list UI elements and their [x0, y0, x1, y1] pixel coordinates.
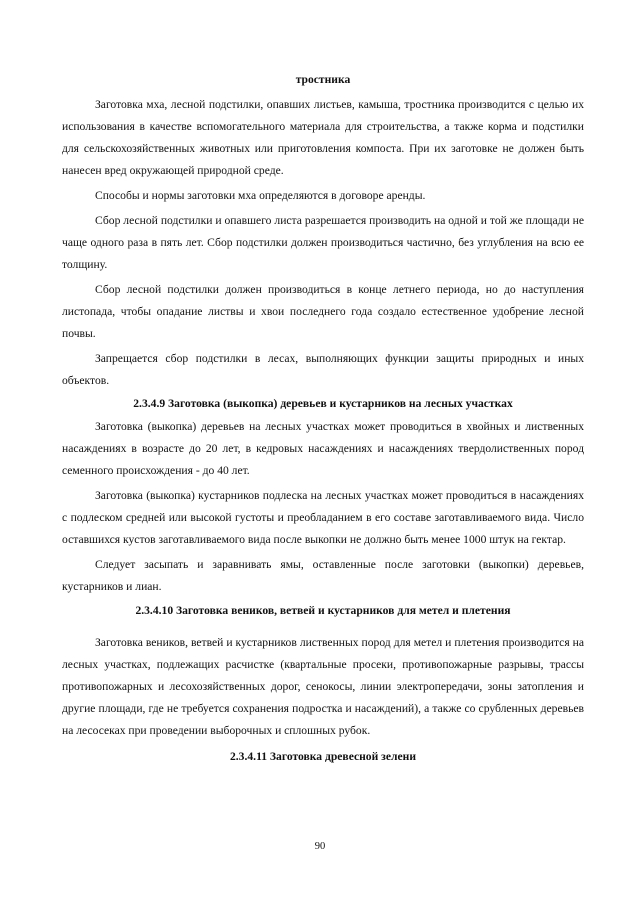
paragraph-brooms-harvesting: Заготовка веников, ветвей и кустарников лиственных пород для метел и плетения производится на лесных участках, подлежащих расчистке (квартальные просеки, противопожарные разрывы, трассы противопожарных и лесохозяйственных дорог, сенокосы, линии электропередачи, зоны затопления и другие площади, где не требуется сохранения подростка и насаждений), а также со срубленных деревьев на лесосеках при проведении выборочных и сплошных рубок. [62, 636, 584, 737]
page-content [62, 71, 584, 766]
paragraph-shrubs-digging: Заготовка (выкопка) кустарников подлеска на лесных участках может проводиться в насаждениях с подлеском средней или высокой густоты и преобладанием в его составе заготавливаемого вида. Число оставшихся кустов заготавливаемого вида после выкопки не должно быть менее 1000 штук на гектар. [62, 489, 584, 546]
paragraph-moss-purpose: Заготовка мха, лесной подстилки, опавших листьев, камыша, тростника производится с целью их использования в качестве вспомогательного материала для строительства, а также корма и подстилки для сельскохозяйственных животных или приготовления компоста. При их заготовке не должен быть нанесен вред окружающей природной среде. [62, 98, 584, 177]
paragraph-moss-norms: Способы и нормы заготовки мха определяются в договоре аренды. [95, 189, 426, 202]
section-heading-reed: тростника [295, 73, 351, 86]
paragraph-litter-frequency: Сбор лесной подстилки и опавшего листа разрешается производить на одной и той же площади не чаще одного раза в пять лет. Сбор подстилки должен производиться частично, без углубления на всю ее толщину. [62, 214, 584, 271]
section-heading-2349: 2.3.4.9 Заготовка (выкопка) деревьев и кустарников на лесных участках [133, 397, 513, 410]
paragraph-litter-timing: Сбор лесной подстилки должен производиться в конце летнего периода, но до наступления листопада, чтобы опадание листвы и хвои последнего года создало естественное удобрение лесной почвы. [62, 283, 584, 340]
page-number: 90 [314, 841, 326, 852]
section-heading-23411: 2.3.4.11 Заготовка древесной зелени [229, 750, 416, 763]
paragraph-trees-digging: Заготовка (выкопка) деревьев на лесных участках может проводиться в хвойных и лиственных насаждениях в возрасте до 20 лет, в кедровых насаждениях и насаждениях твердолиственных пород семенного происхождения - до 40 лет. [62, 420, 584, 477]
section-heading-23410: 2.3.4.10 Заготовка веников, ветвей и кустарников для метел и плетения [135, 604, 511, 617]
paragraph-litter-prohibition: Запрещается сбор подстилки в лесах, выполняющих функции защиты природных и иных объектов. [62, 352, 584, 387]
paragraph-pits-filling: Следует засыпать и заравнивать ямы, оставленные после заготовки (выкопки) деревьев, кустарников и лиан. [62, 558, 584, 593]
